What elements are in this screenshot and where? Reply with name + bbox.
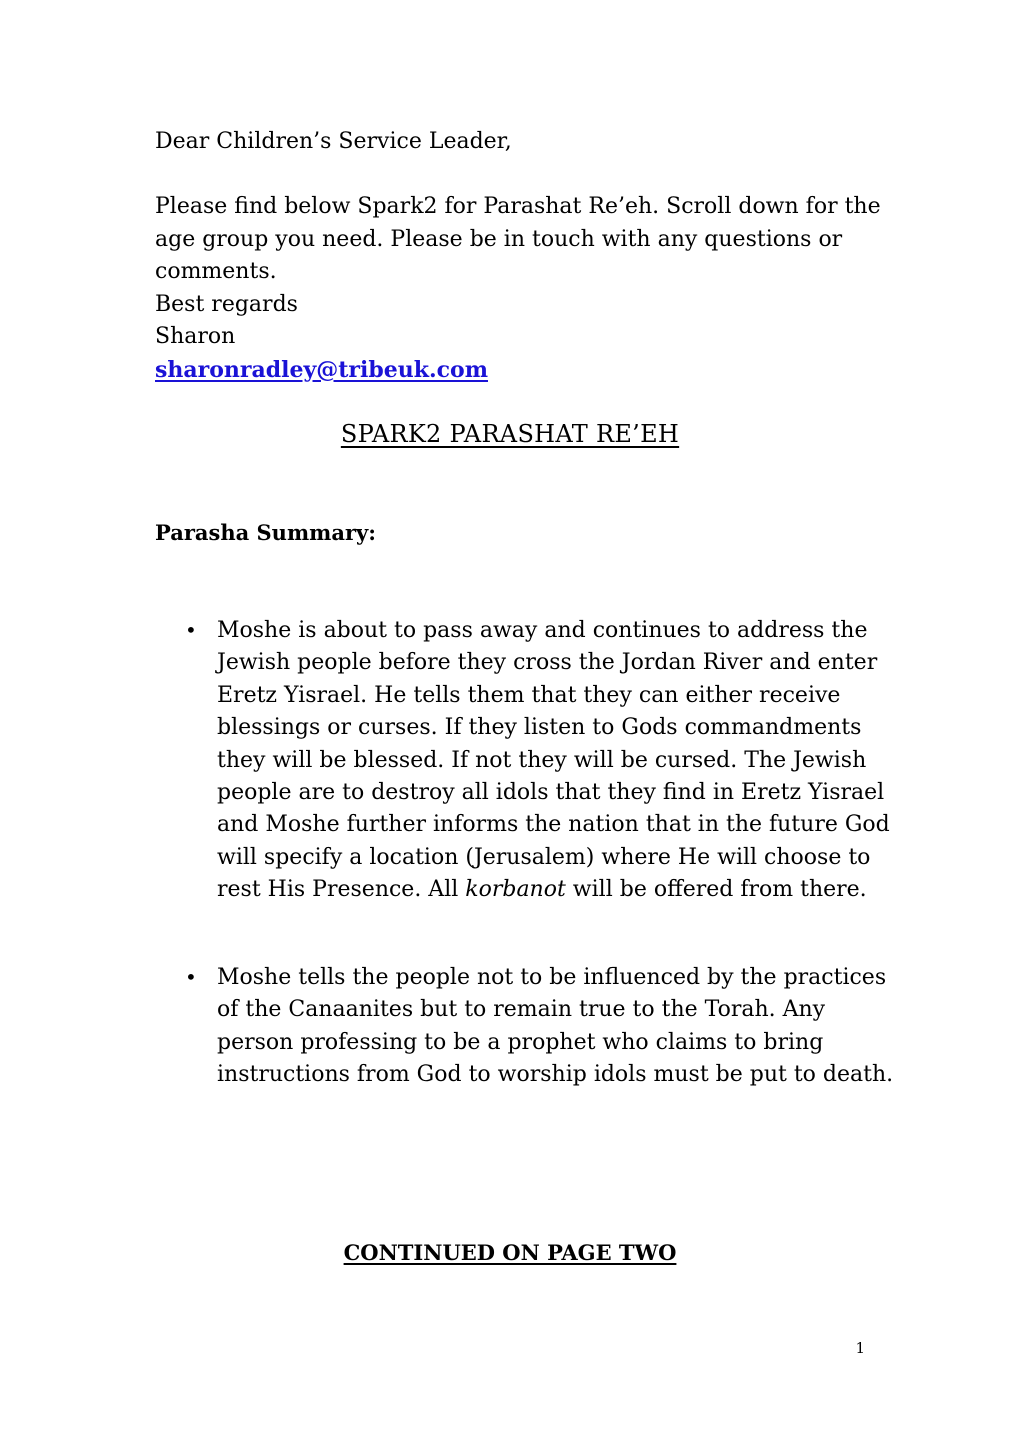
bullet-line: Eretz Yisrael. He tells them that they can either receive [217, 682, 841, 708]
bullet-line: blessings or curses. If they listen to Gods commandments [217, 715, 862, 741]
email-link[interactable]: sharonradley@tribeuk.com [155, 356, 488, 383]
bullet-icon: • [185, 618, 197, 642]
bullet-line-end: will be offered from there. [565, 877, 867, 903]
summary-bullet-1 [217, 615, 890, 907]
page-title: SPARK2 PARASHAT RE’EH [340, 420, 680, 448]
continued-notice: CONTINUED ON PAGE TWO [343, 1240, 677, 1265]
bullet-line: Moshe tells the people not to be influenced by the practices [217, 965, 887, 990]
korbanot-term: korbanot [465, 877, 566, 903]
intro-line: comments. [155, 259, 277, 284]
bullet-line: they will be blessed. If not they will be cursed. The Jewish [217, 747, 867, 773]
bullet-line: will specify a location (Jerusalem) where He will choose to [217, 844, 871, 870]
page-number: 1 [855, 1339, 865, 1357]
summary-heading: Parasha Summary: [155, 520, 377, 545]
bullet-line: of the Canaanites but to remain true to the Torah. Any [217, 997, 826, 1023]
greeting: Dear Children’s Service Leader, [155, 129, 512, 154]
summary-bullet-2 [217, 962, 893, 1092]
bullet-line: Moshe is about to pass away and continues to address the [217, 618, 868, 643]
signature-name: Sharon [155, 324, 236, 349]
bullet-icon: • [185, 965, 197, 989]
intro-line: age group you need. Please be in touch with any questions or [155, 226, 843, 252]
intro-line: Please find below Spark2 for Parashat Re’eh. Scroll down for the [155, 194, 881, 219]
bullet-line-start: rest His Presence. All [217, 877, 466, 903]
bullet-line-last [217, 874, 890, 906]
intro-paragraph [155, 191, 881, 386]
bullet-line: instructions from God to worship idols must be put to death. [217, 1062, 894, 1088]
bullet-line: and Moshe further informs the nation that in the future God [217, 812, 890, 838]
sign-off: Best regards [155, 291, 298, 317]
bullet-line: Jewish people before they cross the Jordan River and enter [217, 650, 878, 676]
bullet-line: people are to destroy all idols that they find in Eretz Yisrael [217, 780, 885, 806]
bullet-line: person professing to be a prophet who claims to bring [217, 1029, 824, 1055]
